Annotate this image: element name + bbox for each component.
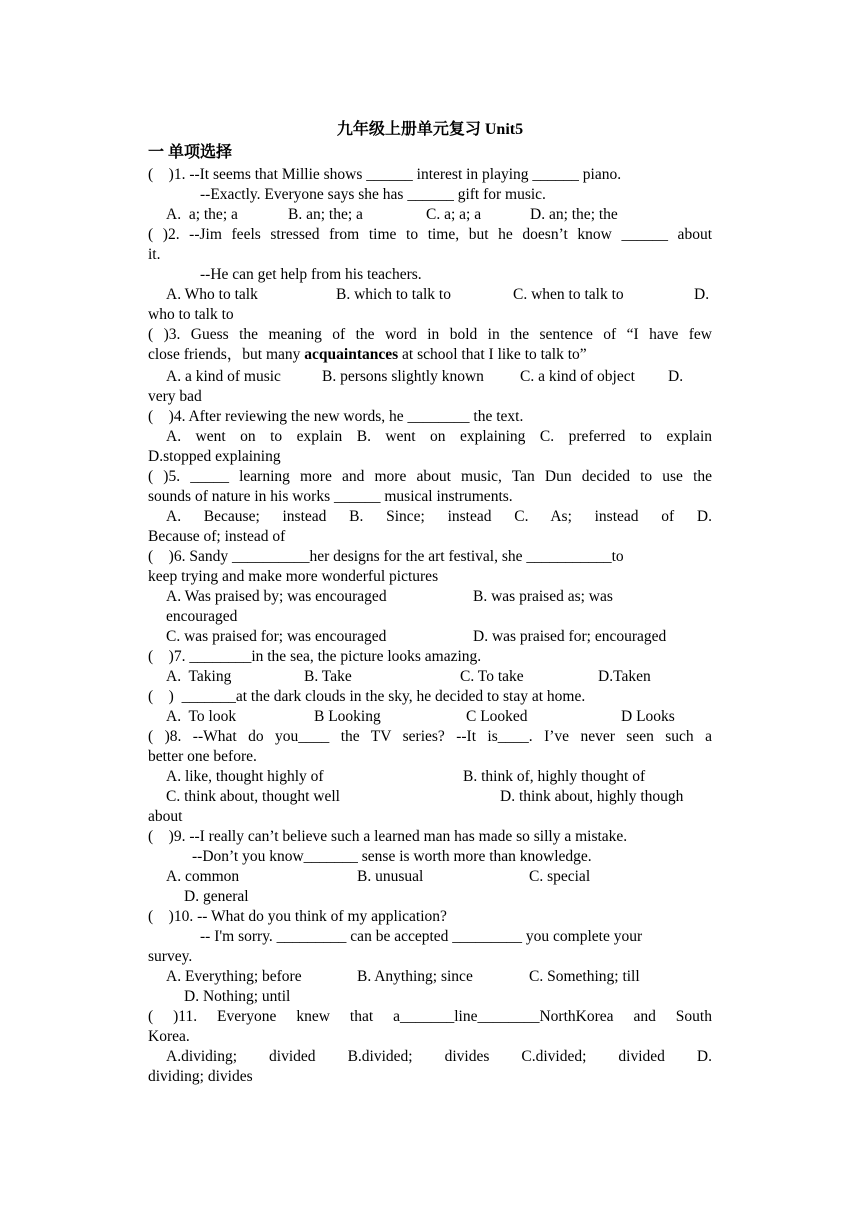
option-a-cont: encouraged [166, 608, 238, 625]
bold-word: acquaintances [304, 346, 399, 363]
option-d: D. [694, 286, 710, 303]
question-reply: --He can get help from his teachers. [200, 266, 422, 283]
question-stem-cont [148, 345, 587, 365]
question-reply: --Exactly. Everyone says she has ______ gift for music. [200, 186, 546, 203]
question-stem-cont: Korea. [148, 1028, 190, 1045]
question-stem: ( )6. Sandy __________her designs for the art festival, she ___________to [148, 548, 624, 565]
options-line: A.dividing; divided B.divided; divides C.divided; divided D. [166, 1048, 712, 1065]
question-stem: ( )1. --It seems that Millie shows ______ interest in playing ______ piano. [148, 166, 622, 183]
option-c: C. was praised for; was encouraged [166, 628, 387, 645]
option-b: B. was praised as; was [473, 588, 613, 605]
option-a: A. Everything; before [166, 968, 302, 985]
option-d-text: about [148, 808, 183, 825]
option-a: A. To look [166, 708, 237, 725]
option-c: C. a; a; a [426, 206, 482, 223]
question-stem: ( )5. _____ learning more and more about music, Tan Dun decided to use the [148, 468, 712, 485]
question-stem-cont: it. [148, 246, 161, 263]
option-c: C Looked [466, 708, 528, 725]
question-stem: ( )11. Everyone knew that a_______line________NorthKorea and South [148, 1008, 712, 1025]
option-d-text: dividing; divides [148, 1068, 253, 1085]
question-reply: --Don’t you know_______ sense is worth more than knowledge. [192, 848, 592, 865]
question-stem: ( )3. Guess the meaning of the word in bold in the sentence of “I have few [148, 326, 712, 343]
question-reply: -- I'm sorry. _________ can be accepted _________ you complete your [200, 928, 643, 945]
option-b: B. unusual [357, 868, 424, 885]
question-stem: ( )10. -- What do you think of my application? [148, 908, 447, 925]
question-stem: ( )4. After reviewing the new words, he ________ the text. [148, 408, 524, 425]
question-stem: ( )2. --Jim feels stressed from time to time, but he doesn’t know ______ about [148, 226, 712, 243]
page-title: 九年级上册单元复习 Unit5 [336, 121, 524, 138]
option-d: D Looks [621, 708, 675, 725]
option-d: D. Nothing; until [184, 988, 291, 1005]
option-b: B. think of, highly thought of [463, 768, 646, 785]
stem-text: at school that I like to talk to” [398, 346, 587, 363]
option-b: B. an; the; a [288, 206, 363, 223]
option-d-text: who to talk to [148, 306, 234, 323]
option-d: D. general [184, 888, 249, 905]
option-a: A. like, thought highly of [166, 768, 324, 785]
option-b: B. Anything; since [357, 968, 473, 985]
section-heading: 一 单项选择 [148, 144, 233, 161]
option-a: A. Who to talk [166, 286, 258, 303]
option-b: B Looking [314, 708, 381, 725]
option-c: C. Something; till [529, 968, 640, 985]
option-c: C. a kind of object [520, 368, 635, 385]
question-stem: ( ) _______at the dark clouds in the sky, he decided to stay at home. [148, 688, 586, 705]
options-line: A. went on to explain B. went on explaining C. preferred to explain [166, 428, 712, 445]
option-d: D. [668, 368, 684, 385]
option-d-text: Because of; instead of [148, 528, 286, 545]
option-b: B. persons slightly known [322, 368, 484, 385]
option-c: C. when to talk to [513, 286, 624, 303]
option-b: B. which to talk to [336, 286, 451, 303]
option-c: C. think about, thought well [166, 788, 340, 805]
question-stem: ( )8. --What do you____ the TV series? --It is____. I’ve never seen such a [148, 728, 712, 745]
option-d: D.Taken [598, 668, 651, 685]
option-c: C. special [529, 868, 591, 885]
question-stem-cont: keep trying and make more wonderful pictures [148, 568, 439, 585]
option-a: A. a; the; a [166, 206, 238, 223]
question-stem-cont: better one before. [148, 748, 257, 765]
question-stem: ( )7. ________in the sea, the picture looks amazing. [148, 648, 482, 665]
option-d: D. an; the; the [530, 206, 618, 223]
option-b: B. Take [304, 668, 352, 685]
stem-text: close friends，but many [148, 346, 305, 363]
options-line: A. Because; instead B. Since; instead C. As; instead of D. [166, 508, 712, 525]
option-a: A. Taking [166, 668, 232, 685]
option-d: D. was praised for; encouraged [473, 628, 667, 645]
option-d-text: very bad [148, 388, 202, 405]
option-a: A. Was praised by; was encouraged [166, 588, 387, 605]
option-d: D. think about, highly though [500, 788, 684, 805]
question-stem: ( )9. --I really can’t believe such a learned man has made so silly a mistake. [148, 828, 628, 845]
option-a: A. common [166, 868, 240, 885]
question-reply-cont: survey. [148, 948, 193, 965]
question-stem-cont: sounds of nature in his works ______ musical instruments. [148, 488, 513, 505]
option-d-text: D.stopped explaining [148, 448, 281, 465]
option-c: C. To take [460, 668, 524, 685]
option-a: A. a kind of music [166, 368, 281, 385]
